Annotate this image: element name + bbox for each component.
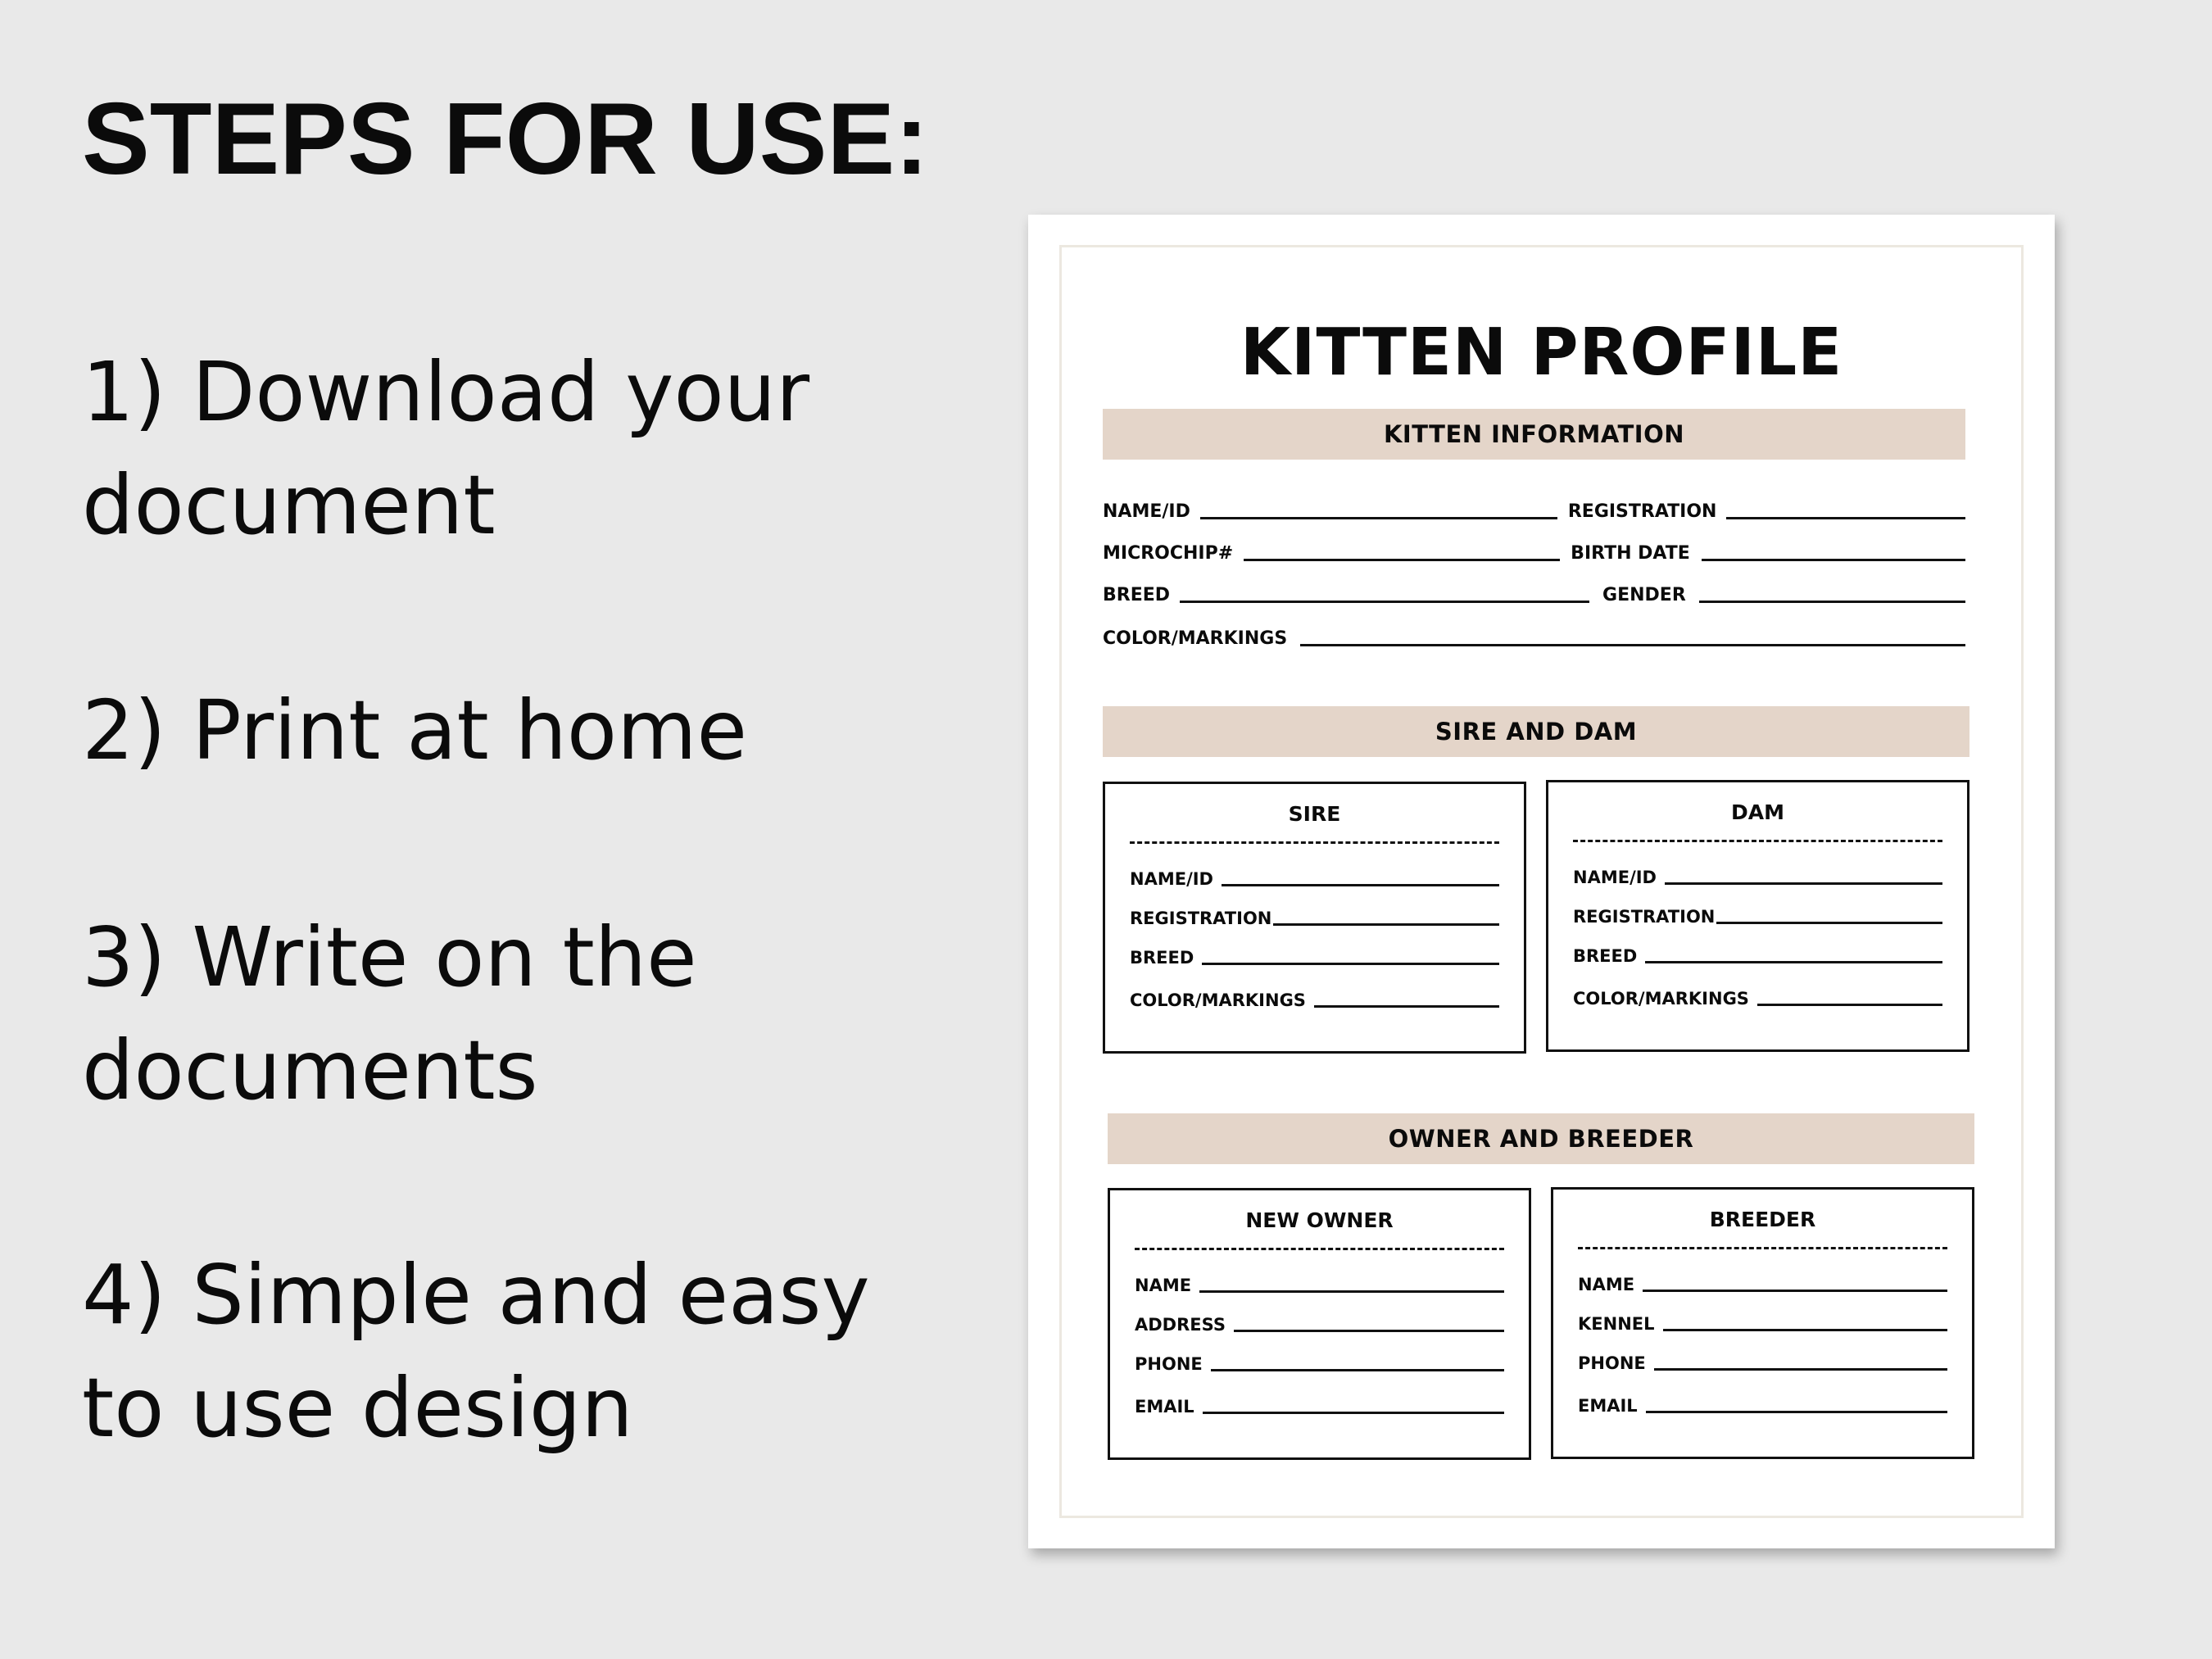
- breed-label: BREED: [1103, 585, 1171, 605]
- breeder-title: BREEDER: [1709, 1208, 1816, 1231]
- step-4-line-2: to use design: [82, 1360, 633, 1456]
- dam-color-label: COLOR/MARKINGS: [1573, 989, 1749, 1009]
- gender-field[interactable]: [1699, 601, 1965, 603]
- breeder-name-label: NAME: [1578, 1275, 1635, 1294]
- name-id-field[interactable]: [1200, 517, 1557, 519]
- sire-breed-field[interactable]: [1202, 963, 1499, 965]
- owner-name-label: NAME: [1135, 1276, 1192, 1295]
- breeder-phone-field[interactable]: [1654, 1368, 1947, 1371]
- sire-color-label: COLOR/MARKINGS: [1130, 990, 1306, 1010]
- step-2: [82, 674, 983, 787]
- breeder-kennel-row: [1578, 1309, 1947, 1334]
- form-row-color-markings: [1103, 617, 1965, 650]
- dashed-divider: [1135, 1248, 1504, 1250]
- owner-address-label: ADDRESS: [1135, 1315, 1226, 1335]
- sire-registration-row: [1130, 904, 1499, 928]
- step-4: [82, 1239, 983, 1465]
- sire-breed-label: BREED: [1130, 948, 1194, 968]
- dam-color-row: [1573, 984, 1942, 1009]
- step-1-line-2: document: [82, 457, 496, 553]
- dashed-divider: [1130, 841, 1499, 844]
- sire-registration-field[interactable]: [1273, 923, 1499, 926]
- owner-phone-label: PHONE: [1135, 1354, 1203, 1374]
- steps-title: STEPS FOR USE:: [82, 83, 929, 196]
- breeder-email-label: EMAIL: [1578, 1396, 1638, 1416]
- step-3: [82, 901, 983, 1127]
- owner-email-label: EMAIL: [1135, 1397, 1194, 1416]
- dam-registration-label: REGISTRATION: [1573, 907, 1716, 927]
- sire-name-field[interactable]: [1222, 884, 1499, 886]
- breeder-box: [1551, 1187, 1974, 1459]
- sire-title: SIRE: [1288, 802, 1341, 826]
- dam-breed-field[interactable]: [1645, 961, 1942, 963]
- breeder-email-field[interactable]: [1646, 1411, 1947, 1413]
- form-row-name-registration: [1103, 490, 1965, 523]
- owner-phone-row: [1135, 1349, 1504, 1374]
- kitten-information-heading: KITTEN INFORMATION: [1103, 409, 1965, 460]
- sire-and-dam-heading: SIRE AND DAM: [1103, 706, 1969, 757]
- owner-address-field[interactable]: [1234, 1330, 1504, 1332]
- form-row-breed-gender: [1103, 573, 1965, 606]
- gender-label: GENDER: [1602, 585, 1686, 605]
- breeder-phone-label: PHONE: [1578, 1353, 1646, 1373]
- owner-and-breeder-heading: OWNER AND BREEDER: [1108, 1113, 1974, 1164]
- dam-registration-field[interactable]: [1716, 922, 1942, 924]
- sire-breed-row: [1130, 943, 1499, 968]
- name-id-label: NAME/ID: [1103, 501, 1190, 522]
- sire-box: [1103, 782, 1526, 1054]
- new-owner-title: NEW OWNER: [1245, 1208, 1394, 1232]
- dam-name-row: [1573, 863, 1942, 887]
- form-row-microchip-birthdate: [1103, 532, 1965, 564]
- owner-email-row: [1135, 1392, 1504, 1416]
- breeder-name-row: [1578, 1270, 1947, 1294]
- sheet-title: KITTEN PROFILE: [1240, 315, 1843, 390]
- sire-color-field[interactable]: [1314, 1005, 1499, 1008]
- sire-name-row: [1130, 864, 1499, 889]
- dam-title: DAM: [1731, 800, 1784, 824]
- kitten-profile-sheet: [1028, 215, 2055, 1548]
- owner-phone-field[interactable]: [1211, 1369, 1504, 1371]
- step-4-line-1: 4) Simple and easy: [82, 1247, 870, 1343]
- owner-address-row: [1135, 1310, 1504, 1335]
- breeder-phone-row: [1578, 1349, 1947, 1373]
- dam-name-field[interactable]: [1665, 882, 1942, 885]
- breeder-email-row: [1578, 1391, 1947, 1416]
- owner-email-field[interactable]: [1203, 1412, 1504, 1414]
- dam-color-field[interactable]: [1757, 1004, 1942, 1006]
- sire-color-row: [1130, 986, 1499, 1010]
- registration-field[interactable]: [1726, 517, 1965, 519]
- step-1-line-1: 1) Download your: [82, 344, 810, 440]
- step-3-line-2: documents: [82, 1022, 538, 1118]
- dashed-divider: [1573, 840, 1942, 842]
- step-1: [82, 336, 983, 562]
- microchip-label: MICROCHIP#: [1103, 543, 1234, 564]
- birth-date-label: BIRTH DATE: [1571, 543, 1690, 564]
- owner-name-field[interactable]: [1199, 1290, 1504, 1293]
- breeder-kennel-label: KENNEL: [1578, 1314, 1655, 1334]
- birth-date-field[interactable]: [1702, 559, 1965, 561]
- dam-name-label: NAME/ID: [1573, 868, 1657, 887]
- dam-breed-label: BREED: [1573, 946, 1638, 966]
- dashed-divider: [1578, 1247, 1947, 1249]
- sire-registration-label: REGISTRATION: [1130, 909, 1272, 928]
- color-markings-field[interactable]: [1300, 644, 1965, 646]
- breeder-kennel-field[interactable]: [1663, 1329, 1948, 1331]
- owner-name-row: [1135, 1271, 1504, 1295]
- microchip-field[interactable]: [1244, 559, 1560, 561]
- color-markings-label: COLOR/MARKINGS: [1103, 628, 1288, 649]
- registration-label: REGISTRATION: [1567, 501, 1717, 522]
- dam-breed-row: [1573, 941, 1942, 966]
- sire-name-label: NAME/ID: [1130, 869, 1213, 889]
- new-owner-box: [1108, 1188, 1531, 1460]
- breeder-name-field[interactable]: [1643, 1290, 1947, 1292]
- dam-box: [1546, 780, 1969, 1052]
- dam-registration-row: [1573, 902, 1942, 927]
- step-3-line-1: 3) Write on the: [82, 909, 697, 1005]
- breed-field[interactable]: [1180, 601, 1589, 603]
- step-2-line-1: 2) Print at home: [82, 682, 748, 778]
